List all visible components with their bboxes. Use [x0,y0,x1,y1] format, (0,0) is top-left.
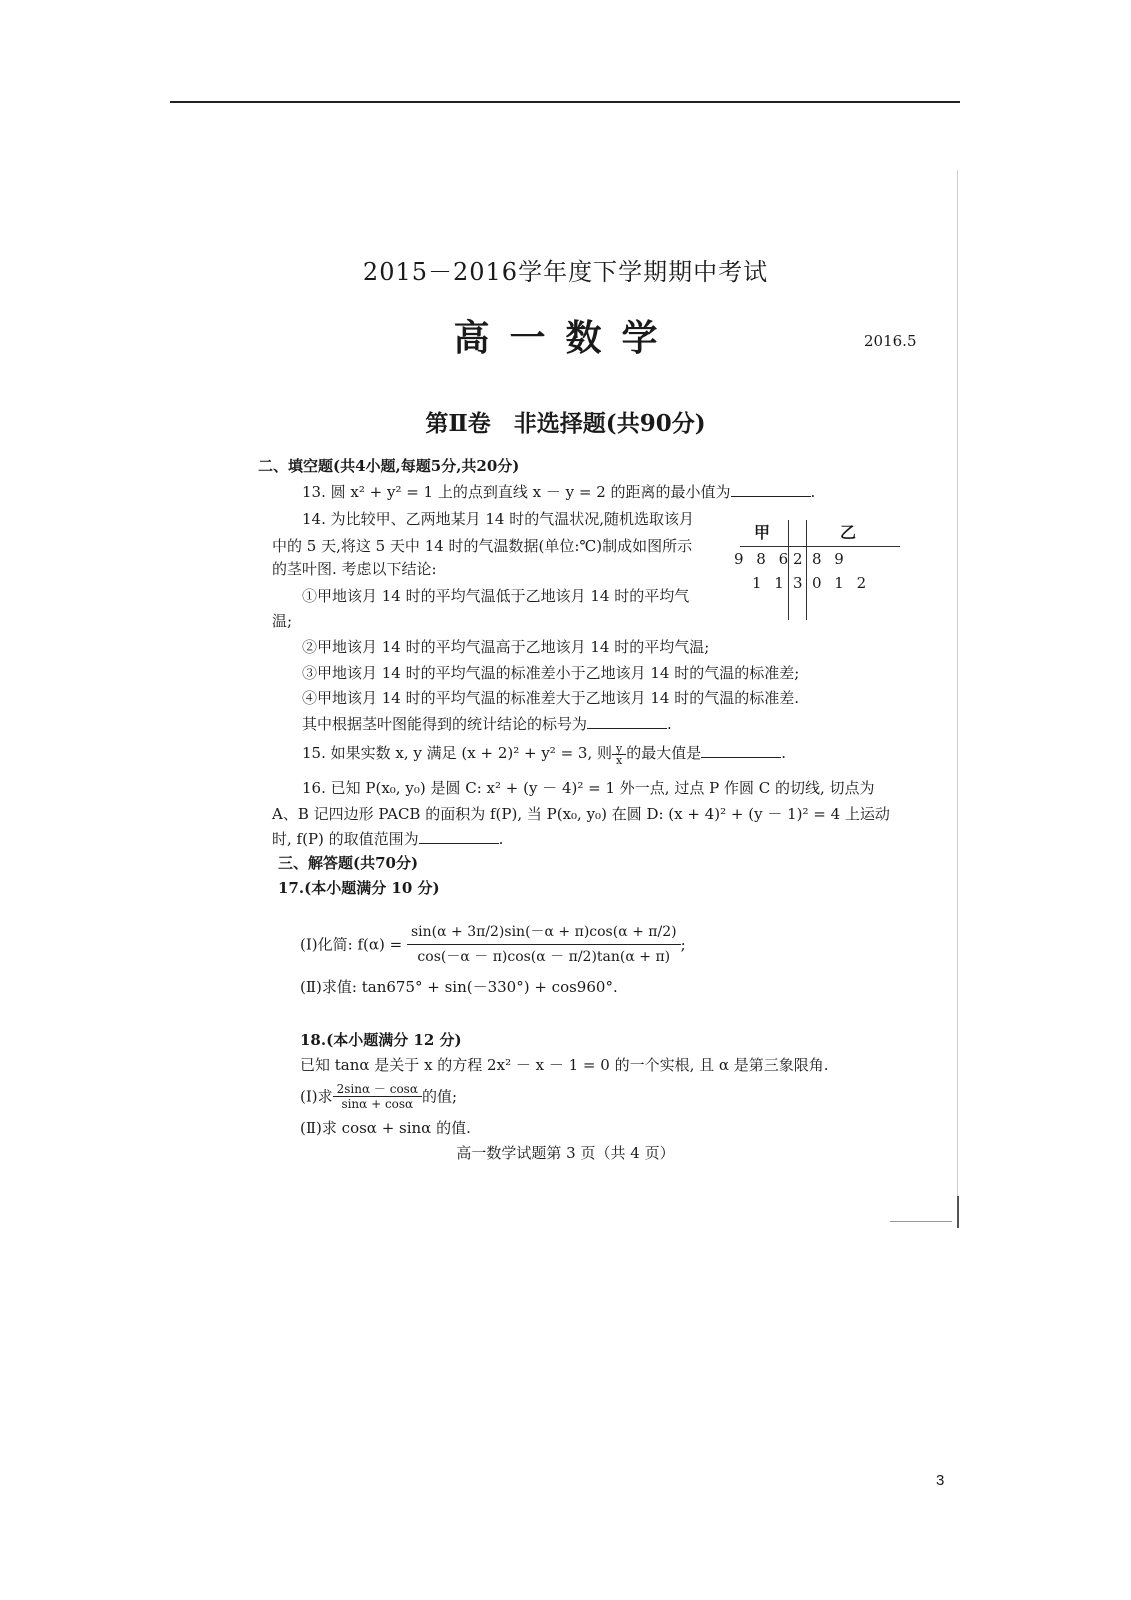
stem-leaf-row-2-stem: 3 [793,574,807,592]
stem-leaf-right-header: 乙 [840,523,857,542]
question-16-line-2: A、B 记四边形 PACB 的面积为 f(P), 当 P(x₀, y₀) 在圆 D: (x + 4)² + (y － 1)² = 4 上运动 [272,805,890,823]
page-footer: 高一数学试题第 3 页（共 4 页） [456,1144,675,1162]
fraction-numerator: 2sinα － cosα [333,1082,422,1097]
question-14-line-3: 的茎叶图. 考虑以下结论: [272,560,437,578]
stem-leaf-row-1-left: 9 8 6 [734,550,793,568]
section2-heading: 二、填空题(共4小题,每题5分,共20分) [258,457,520,475]
stem-leaf-row-2-right: 0 1 2 [812,574,871,592]
stem-leaf-row-1-right: 8 9 [812,550,848,568]
question-14-line-5: 温; [272,612,293,630]
question-16-text-end: 时, f(P) 的取值范围为 [272,830,419,848]
question-18-part-1-label: (Ⅰ)求 [300,1087,333,1106]
stem-leaf-row-1-stem: 2 [793,550,807,568]
question-17-part-1-label: (Ⅰ)化简: f(α) = [300,935,403,954]
stem-leaf-header-rule [740,546,900,547]
question-14-line-2: 中的 5 天,将这 5 天中 14 时的气温数据(单位:℃)制成如图所示 [272,537,693,555]
stem-leaf-left-header: 甲 [754,523,771,542]
question-18-fraction [333,1082,422,1111]
scan-bottom-mark [890,1221,952,1222]
answer-blank [731,482,811,497]
stem-leaf-left-divider [788,520,789,620]
fraction-denominator: x [616,753,623,767]
question-18-heading: 18.(本小题满分 12 分) [300,1031,462,1049]
stem-leaf-right-divider [806,520,807,620]
question-13: 13. 圆 x² + y² = 1 上的点到直线 x － y = 2 的距离的最小值为 . [302,483,816,501]
question-15-text-end: 的最大值是 [626,744,702,762]
scan-edge-mark [957,1196,959,1228]
answer-blank [701,743,781,758]
question-14-line-1: 14. 为比较甲、乙两地某月 14 时的气温状况,随机选取该月 [302,510,695,528]
exam-title: 2015－2016学年度下学期期中考试 [362,258,769,286]
subject-title: 高一数学 [453,317,678,359]
question-14-line-8: ④甲地该月 14 时的平均气温的标准差大于乙地该月 14 时的气温的标准差. [302,689,800,707]
question-16-line-3: 时, f(P) 的取值范围为 . [272,830,504,848]
stem-leaf-row-2-left: 1 1 [752,574,788,592]
question-13-text: 13. 圆 x² + y² = 1 上的点到直线 x － y = 2 的距离的最小值为 [302,483,731,501]
page-number: 3 [936,1472,945,1489]
question-14-line-4: ①甲地该月 14 时的平均气温低于乙地该月 14 时的平均气 [302,587,690,605]
fraction-y-over-x [612,743,626,766]
question-15: 15. 如果实数 x, y 满足 (x + 2)² + y² = 3, 则 $\frac{y}{x}$ 的最大值是 . [302,741,787,767]
question-17-fraction [407,920,681,969]
question-17-part-1: (Ⅰ)化简: f(α) = $\frac{\sin(\alpha + 3\pi/2)\sin(-\alpha + \pi)\cos(\alpha + \pi/2)}{\cos(-\alpha - \pi)\cos(\alpha - \pi/2)\tan(\alpha + \pi)}$ ; [300,920,686,969]
question-18-part-1-end: 的值; [421,1087,458,1106]
stem-leaf-plot [734,520,910,620]
fraction-denominator: cos(－α － π)cos(α － π/2)tan(α + π) [417,949,671,965]
question-16-line-1: 16. 已知 P(x₀, y₀) 是圆 C: x² + (y － 4)² = 1 外一点, 过点 P 作圆 C 的切线, 切点为 [302,779,875,797]
fraction-denominator: sinα + cosα [341,1097,414,1111]
section3-heading: 三、解答题(共70分) [278,854,419,872]
answer-blank [587,714,667,729]
question-14-line-6: ②甲地该月 14 时的平均气温高于乙地该月 14 时的平均气温; [302,638,710,656]
fraction-numerator: y [612,743,626,755]
fraction-numerator: sin(α + 3π/2)sin(－α + π)cos(α + π/2) [407,920,681,945]
answer-blank [419,829,499,844]
question-17-heading: 17.(本小题满分 10 分) [278,879,440,897]
question-18-text: 已知 tanα 是关于 x 的方程 2x² － x － 1 = 0 的一个实根, 且 α 是第三象限角. [300,1056,829,1074]
exam-date: 2016.5 [864,332,917,350]
part-title: 第Ⅱ卷 非选择题(共90分) [425,410,706,437]
top-rule [170,101,960,103]
question-14-line-7: ③甲地该月 14 时的平均气温的标准差小于乙地该月 14 时的气温的标准差; [302,664,800,682]
question-14-conclusion: 其中根据茎叶图能得到的统计结论的标号为 [302,715,588,733]
question-18-part-2: (Ⅱ)求 cosα + sinα 的值. [300,1119,471,1137]
question-18-part-1 [300,1082,457,1111]
question-15-text: 15. 如果实数 x, y 满足 (x + 2)² + y² = 3, 则 [302,744,612,762]
question-14-line-9: 其中根据茎叶图能得到的统计结论的标号为 . [302,715,672,733]
question-17-part-2: (Ⅱ)求值: tan675° + sin(－330°) + cos960°. [300,978,618,996]
